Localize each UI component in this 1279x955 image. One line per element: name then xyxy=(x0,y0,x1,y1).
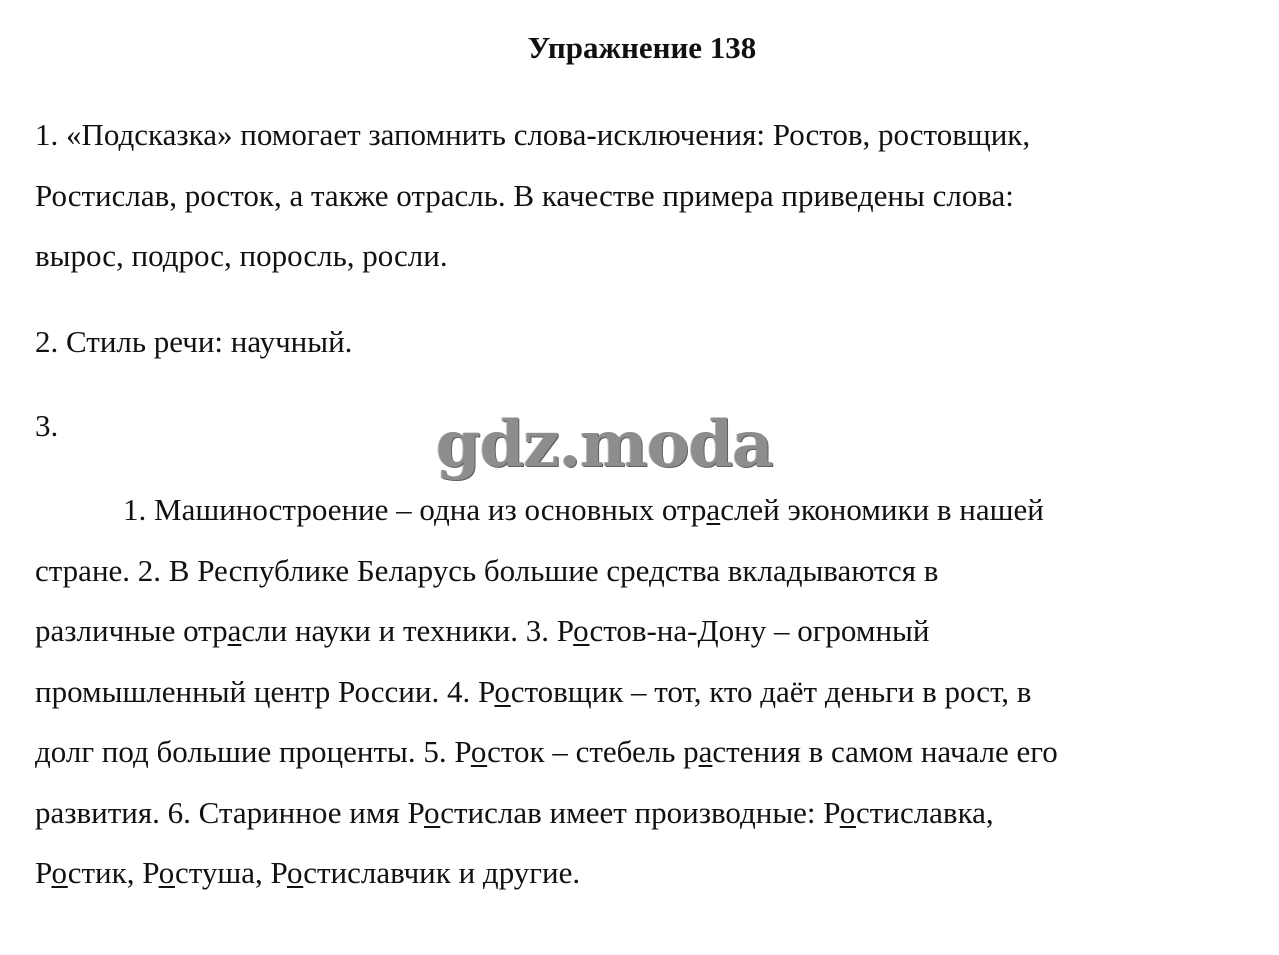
text-run: стиславка, xyxy=(856,794,994,830)
text-run: стов-на-Дону – огромный xyxy=(589,613,930,648)
underlined-letter: о xyxy=(494,673,511,709)
underlined-letter: о xyxy=(158,855,175,890)
paragraph-3-line: 3. xyxy=(35,408,59,443)
paragraph-1-line-2: Ростислав, росток, а также отрасль. В качестве примера приведены слова: xyxy=(35,177,1014,213)
paragraph-4-line-7 xyxy=(35,843,1250,904)
text-run: промышленный центр России. 4. Р xyxy=(35,673,495,709)
paragraph-4-line-4 xyxy=(35,662,1250,723)
text-run: сток – стебель р xyxy=(487,734,699,769)
paragraph-4-line-6 xyxy=(35,783,1250,844)
text-run: стиславчик и другие. xyxy=(303,855,581,890)
text-run: 1. Машиностроение – одна из основных отр xyxy=(123,492,707,527)
text-run: сли науки и техники. 3. Р xyxy=(241,613,574,648)
text-run: Р xyxy=(35,855,52,890)
text-run: стовщик – тот, кто даёт деньги в рост, в xyxy=(510,673,1032,709)
paragraph-4-line-5 xyxy=(35,722,1250,783)
text-run: стислав имеет производные: Р xyxy=(440,794,840,830)
page-title: Упражнение 138 xyxy=(527,30,757,65)
paragraph-1 xyxy=(35,105,1250,287)
paragraph-4-line-3 xyxy=(35,601,1250,662)
watermark-logo: gdz.moda xyxy=(436,407,773,482)
paragraph-4-line-1 xyxy=(35,480,1250,541)
text-run: слей экономики в нашей xyxy=(720,492,1044,527)
underlined-letter: о xyxy=(286,855,304,890)
paragraph-1-line-3: вырос, подрос, поросль, росли. xyxy=(35,238,448,273)
underlined-letter: а xyxy=(227,613,242,648)
paragraph-4 xyxy=(35,480,1250,904)
text-run: стения в самом начале его xyxy=(712,734,1058,769)
text-run: развития. 6. Старинное имя Р xyxy=(35,794,424,830)
underlined-letter: о xyxy=(839,794,857,830)
paragraph-2 xyxy=(35,312,1250,373)
underlined-letter: а xyxy=(698,734,713,769)
text-run: долг под большие проценты. 5. Р xyxy=(35,734,471,769)
paragraph-1-line-1: 1. «Подсказка» помогает запомнить слова-исключения: Ростов, ростовщик, xyxy=(35,117,1031,152)
text-run: стуша, Р xyxy=(174,855,287,890)
underlined-letter: а xyxy=(706,492,721,527)
underlined-letter: о xyxy=(573,613,590,648)
paragraph-4-line-2: стране. 2. В Республике Беларусь большие средства вкладываются в xyxy=(35,552,939,588)
underlined-letter: о xyxy=(51,855,68,890)
text-run: стик, Р xyxy=(67,855,159,890)
text-run: различные отр xyxy=(35,613,228,648)
paragraph-2-line: 2. Стиль речи: научный. xyxy=(35,324,353,359)
underlined-letter: о xyxy=(470,734,488,769)
underlined-letter: о xyxy=(423,794,441,830)
